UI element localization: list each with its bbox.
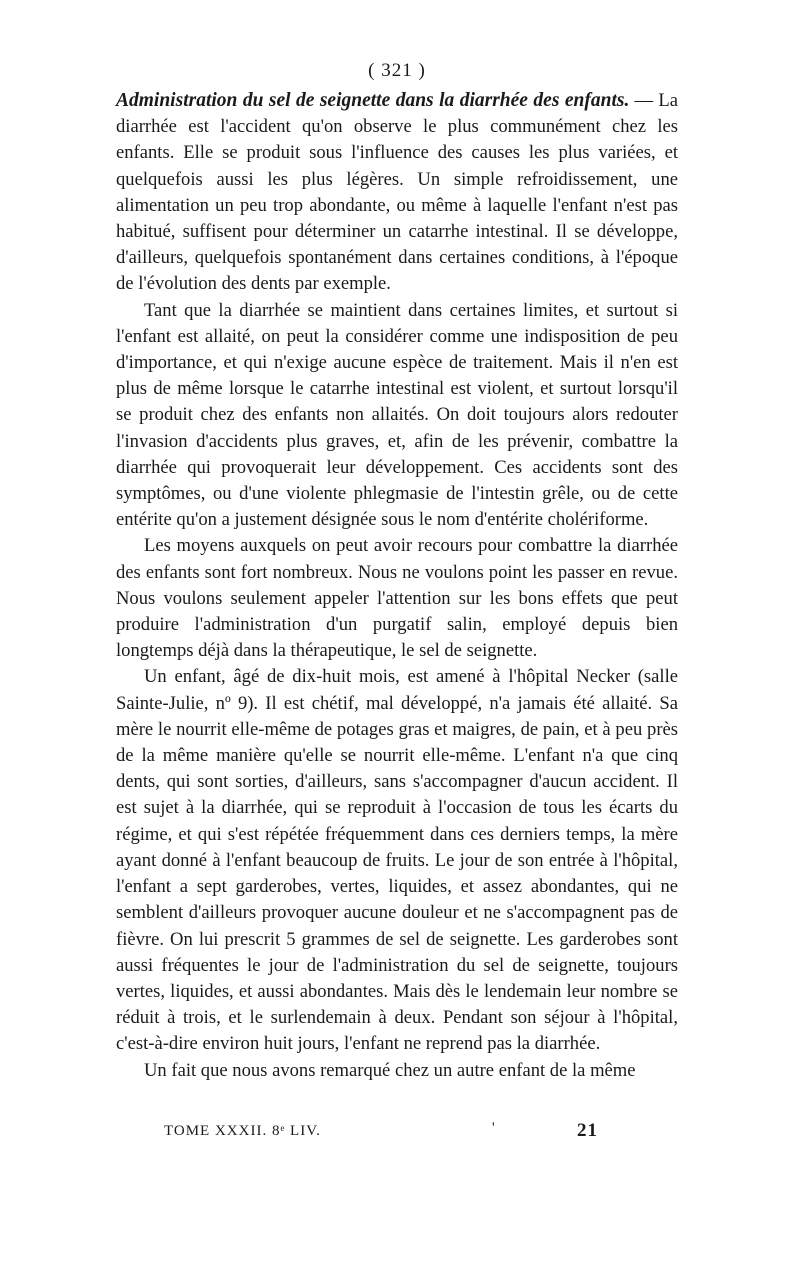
sheet-number: 21 xyxy=(577,1120,598,1141)
paragraph-3: Les moyens auxquels on peut avoir recours pour combattre la diarrhée des enfants sont fort nombreux. Nous ne voulons point les passer en revue. Nous voulons seulement appeler l'attention sur les bons effets que peut produire l'administration d'un purgatif salin, employé depuis bien longtemps déjà dans la thérapeutique, le sel de seignette. xyxy=(116,535,678,662)
paragraph-2: Tant que la diarrhée se maintient dans certaines limites, et surtout si l'enfant est allaité, on peut la considérer comme une indisposition de peu d'importance, et qui n'exige aucune espèce de traitement. Mais il n'en est plus de même lorsque le catarrhe intestinal est violent, et surtout lorsqu'il se produit chez des enfants non allaités. On doit toujours alors redouter l'invasion d'accidents plus graves, et, afin de les prévenir, combattre la diarrhée qui provoquerait leur développement. Ces accidents sont des symptômes, ou d'une violente phlegmasie de l'intestin grêle, ou de cette entérite qu'on a justement désignée sous le nom d'entérite cholériforme. xyxy=(116,299,678,531)
volume-signature: TOME XXXII. 8ᵉ LIV. xyxy=(164,1123,321,1139)
paragraph-1 xyxy=(116,88,678,298)
signature-mark: ' xyxy=(492,1120,496,1136)
section-title: Administration du sel de seignette dans la diarrhée des enfants. xyxy=(116,90,630,111)
page-number: ( 321 ) xyxy=(368,60,426,81)
paragraph-1-text: — La diarrhée est l'accident qu'on observe le plus communément chez les enfants. Elle se produit sous l'influence des causes les plus variées, et quelquefois aussi les plus légères. Un simple refroidissement, une alimentation un peu trop abondante, ou même à laquelle l'enfant n'est pas habitué, suffisent pour déterminer un catarrhe intestinal. Il se développe, d'ailleurs, quelquefois spontanément dans certaines conditions, à l'époque de l'évolution des dents par exemple. xyxy=(116,90,678,295)
paragraph-5: Un fait que nous avons remarqué chez un autre enfant de la même xyxy=(144,1059,636,1081)
book-page xyxy=(116,58,678,1084)
paragraph-4: Un enfant, âgé de dix-huit mois, est amené à l'hôpital Necker (salle Sainte-Julie, nº 9). Il est chétif, mal développé, n'a jamais été allaité. Sa mère le nourrit elle-même de potages gras et maigres, de pain, et à peu près de la même manière qu'elle se nourrit elle-même. L'enfant n'a que cinq dents, qui sont sorties, d'ailleurs, sans s'accompagner d'aucun accident. Il est sujet à la diarrhée, qui se reproduit à l'occasion de tous les écarts du régime, et qui s'est répétée fréquemment dans ces derniers temps, la mère ayant donné à l'enfant beaucoup de fruits. Le jour de son entrée à l'hôpital, l'enfant a sept garderobes, vertes, liquides, et assez abondantes, qui ne semblent d'ailleurs provoquer aucune douleur et ne s'accompagnent pas de fièvre. On lui prescrit 5 grammes de sel de seignette. Les garderobes sont aussi fréquentes le jour de l'administration du sel de seignette, toujours vertes, liquides, et aussi abondantes. Mais dès le lendemain leur nombre se réduit à trois, et le surlendemain à deux. Pendant son séjour à l'hôpital, c'est-à-dire environ huit jours, l'enfant ne reprend pas la diarrhée. xyxy=(116,666,678,1055)
page-footer xyxy=(164,1120,628,1146)
